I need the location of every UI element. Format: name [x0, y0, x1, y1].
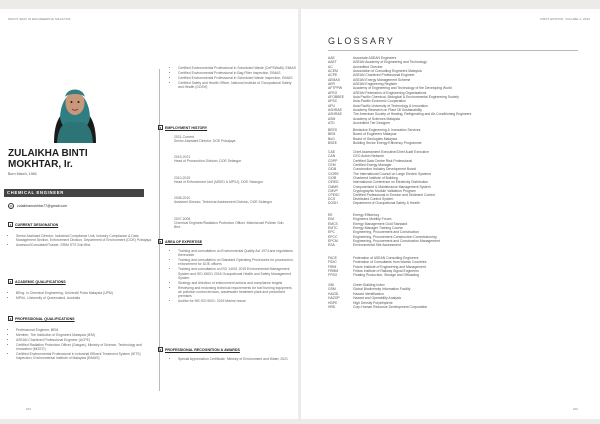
glossary-abbreviation: DOSH — [328, 201, 338, 206]
employment-years: 2007-2008 — [174, 217, 191, 221]
glossary-definition: Floating Production, Storage and Offloading — [353, 273, 419, 278]
glossary-group — [328, 292, 427, 309]
employment-years: 2008-2010 — [174, 196, 191, 200]
glossary-definition: Hazard Identification — [353, 292, 384, 296]
glossary-definition: Certified Data Centre Risk Professional — [353, 158, 412, 163]
section-area-of-expertise — [158, 239, 202, 244]
bullet-list — [10, 291, 158, 301]
section-label: ACADEMIC QUALIFICATIONS — [15, 279, 66, 284]
middle-bullet-list — [172, 66, 296, 90]
glossary-abbreviation: CDPP — [328, 158, 338, 163]
glossary-definition: Engineers Mobility Forum — [353, 217, 392, 222]
bullet-item: • Assessor/Consultant/Trainer, SRIM STS Sdn Bhd — [16, 243, 158, 247]
bullet-list — [10, 328, 158, 361]
bullet-item: • BEng. in Chemical Engineering, Universiti Putra Malaysia (UPM) — [16, 291, 158, 295]
section-professional-qualifications — [8, 316, 75, 321]
glossary-definition: Engineering, Procurement Construction Commissioning — [353, 234, 437, 239]
glossary-entry — [328, 121, 471, 125]
glossary-abbreviation: CEM — [328, 163, 336, 168]
section-number: 1 — [9, 223, 12, 227]
person-name — [8, 148, 88, 170]
employment-years: 2019-2021 — [174, 155, 191, 159]
employment-role: Head of Prosecution Division, DOE Selangor — [174, 159, 242, 164]
section-label: CURRENT DESIGNATION — [15, 222, 59, 227]
glossary-entry — [328, 305, 427, 309]
bullet-item: • Training and consultation on ISO 14001 2015 Environmental Management System and ISO 45001 2018 Occupational Health and Safety Management System — [178, 267, 296, 280]
employment-role: Chemical Engineer/Radiation Protection Officer, Malmicroalt Polimer Sdn. Bhd. — [174, 221, 285, 230]
employment-role: Assistant Director, Technical Assessment Division, DOE Selangor — [174, 200, 273, 205]
glossary-definition: ASEAN Energy Management Scheme — [353, 77, 411, 82]
expertise-list — [172, 249, 296, 304]
glossary-abbreviation: EMCS — [328, 221, 338, 226]
glossary-definition: Asia-Pacific Economic Cooperation — [353, 99, 406, 104]
glossary-entry — [328, 273, 427, 277]
glossary-abbreviation: ASM — [328, 116, 336, 121]
birth-date: Born March, 1984 — [8, 172, 37, 176]
glossary-abbreviation: ESA — [328, 243, 335, 248]
employment-role: Senior Assistant Director, DOE Putrajaya — [174, 139, 236, 144]
glossary-group — [328, 256, 427, 278]
glossary-abbreviation: EIM — [328, 217, 335, 222]
glossary-abbreviation: EPCM — [328, 239, 338, 244]
glossary-definition: Hazard and Operability Analysis — [353, 296, 402, 301]
glossary-definition: Chartered Institute of Building — [353, 176, 398, 181]
glossary-abbreviation: HAZID — [328, 292, 339, 296]
profession-ribbon: CHEMICAL ENGINEER — [4, 189, 144, 197]
bullet-item: • Certified Safety and Health Officer, National Institute of Occupational Safety and Health (DOSH) — [178, 81, 296, 90]
bullet-item: • Training and consultation on Environmental Quality Act 1974 and regulations thereunder — [178, 249, 296, 258]
glossary-definition: Bestsolve Engineering & Innovation Services — [353, 128, 421, 132]
section-professional-recognition — [158, 347, 240, 352]
glossary-definition: Building Sector Energy Efficiency Programme — [353, 141, 422, 146]
glossary-group — [328, 150, 435, 198]
glossary-abbreviation: AC — [328, 64, 333, 69]
glossary-definition: Accredited Tier Designer — [353, 121, 391, 126]
glossary-definition: Environmental Site Assessment — [353, 243, 401, 248]
employment-entry — [174, 155, 290, 163]
glossary-entry — [328, 201, 420, 205]
section-label: PROFESSIONAL QUALIFICATIONS — [15, 316, 75, 321]
glossary-abbreviation: CMVP — [328, 189, 338, 194]
glossary-abbreviation: HRD — [328, 305, 336, 310]
glossary-definition: The American Society of Heating, Refrigerating and Air-Conditioning Engineers — [353, 112, 472, 117]
bullet-item: • Certified Environmental Professional in Scheduled Waste (CePSWaM), EiMAS — [178, 66, 296, 70]
left-page-header: WHO'S WHO IN ENGINEERING MALAYSIA — [8, 17, 71, 21]
employment-role: Head of Enforcement Unit (MSED & MPSJ), DOE Selangor — [174, 180, 263, 185]
glossary-abbreviation: GBI — [328, 283, 334, 287]
section-employment-history — [158, 125, 207, 130]
glossary-definition: Construction Industry Development Board — [353, 167, 416, 172]
bullet-item: • Certified Radiation Protection Officer (Gasgas), Ministry of Science, Technology and Innovation (MOSTI) — [16, 343, 158, 352]
glossary-abbreviation: GSM — [328, 287, 336, 292]
bullet-item: • Certified Environmental Professional in Industrial Effluent Treatment System (IETS) Inspection, Environmental Institute of Malaysia (EiMAS) — [16, 352, 158, 361]
name-line-1: ZULAIKHA BINTI — [8, 148, 88, 159]
glossary-abbreviation: FACE — [328, 256, 337, 260]
name-line-2: MOKHTAR, Ir. — [8, 159, 73, 170]
glossary-definition: ASEAN Federation of Engineering Organisations — [353, 90, 427, 95]
glossary-entry — [328, 243, 440, 247]
section-number: 5 — [159, 240, 162, 244]
glossary-definition: Future Institute of Engineering and Management — [353, 264, 426, 269]
glossary-abbreviation: CPESC — [328, 193, 340, 198]
bullet-item: • Special Appreciation Certificate, Ministry of Environment and Water, 2021 — [178, 357, 296, 361]
glossary-entry — [328, 141, 422, 145]
bullet-item: • Reviewing and endorsing technical requirements for fuel burning equipment, air pollution control devices, wastewater treatment plant and prescribed premises — [178, 286, 296, 299]
section-number: 6 — [159, 348, 162, 352]
glossary-definition: Corp Human Resource Development Corporation — [353, 305, 428, 310]
glossary-abbreviation: AAET — [328, 60, 337, 65]
glossary-abbreviation: AFOBBEE — [328, 95, 345, 100]
glossary-definition: Cryptographic Module Validation Program — [353, 189, 416, 194]
glossary-group — [328, 283, 410, 292]
glossary-group — [328, 56, 471, 126]
glossary-definition: ASEAN Engineering Register — [353, 82, 398, 87]
left-page — [0, 9, 298, 419]
glossary-definition: Board of Engineers Malaysia — [353, 132, 397, 137]
bullet-item: • Senior Assistant Director, Industrial Compliance Unit, Industry Compliance & Data Management Section, Enforcement Division, Department of Environment (DOE) Putrajaya — [16, 234, 158, 243]
glossary-abbreviation: FPSO — [328, 273, 338, 278]
employment-entry — [174, 176, 290, 184]
glossary-abbreviation: BSEE — [328, 141, 338, 146]
glossary-abbreviation: EPCC — [328, 234, 338, 239]
glossary-abbreviation: CIRED — [328, 180, 339, 185]
glossary-definition: Certified Professional in Erosion and Sediment Control — [353, 193, 435, 198]
glossary-definition: Board of Geologists Malaysia — [353, 136, 398, 141]
glossary-abbreviation: CAE — [328, 150, 335, 154]
glossary-rule — [328, 50, 578, 51]
right-page-header: FIRST EDITION, VOLUME 4, 2022 — [540, 17, 590, 21]
glossary-abbreviation: EE — [328, 213, 333, 217]
glossary-abbreviation: BEES — [328, 128, 338, 132]
glossary-definition: Fellow Institute of Railway Signal Engineers — [353, 269, 419, 274]
bullet-item: • Training and consultation on Standard Operating Procedures for prosecution, enforcement for DOE officers — [178, 258, 296, 267]
bullet-list — [10, 234, 158, 248]
bullet-item: • Auditor for MS ISO 9001: 2015 Marine house — [178, 299, 296, 303]
section-number: 3 — [9, 317, 12, 321]
glossary-abbreviation: ASHRAE — [328, 112, 342, 117]
email-icon: @ — [9, 204, 13, 208]
glossary-group — [328, 197, 420, 206]
email-row — [8, 203, 67, 209]
glossary-abbreviation: AFTPPW — [328, 86, 343, 91]
glossary-abbreviation: HDPE — [328, 300, 338, 305]
glossary-abbreviation: CAN — [328, 154, 336, 159]
glossary-definition: Association of Consulting Engineers Malaysia — [353, 69, 422, 74]
glossary-definition: Distributed Control System — [353, 197, 394, 201]
glossary-definition: Accredited Checker — [353, 64, 383, 69]
glossary-definition: Asia Pacific University of Technology & Innovation — [353, 103, 428, 108]
glossary-abbreviation: BoG — [328, 136, 335, 141]
glossary-definition: High Density Polyethylene — [353, 300, 393, 305]
right-page-number: #10 — [572, 407, 578, 411]
section-label: AREA OF EXPERTISE — [165, 239, 203, 244]
glossary-definition: Asia Pacific Chemical, Biological & Environmental Engineering Society — [353, 95, 459, 100]
glossary-definition: Associate ASEAN Engineers — [353, 56, 397, 60]
section-number: 2 — [9, 280, 12, 284]
glossary-abbreviation: APSC — [328, 99, 338, 104]
glossary-definition: Energy Efficiency — [353, 213, 380, 217]
glossary-definition: Engineering, Procurement and Construction Management — [353, 239, 440, 244]
email-address[interactable]: zulaikhamokhtar77@gmail.com — [17, 204, 68, 208]
glossary-definition: Certified Energy Manager — [353, 163, 392, 168]
glossary-definition: Academy Research on Plant Oil Sustainability — [353, 108, 422, 113]
employment-entry — [174, 196, 290, 204]
glossary-group — [328, 213, 440, 248]
glossary-definition: ASEAN Academy of Engineering and Technology — [353, 60, 427, 65]
glossary-abbreviation: HAZOP — [328, 296, 340, 301]
glossary-abbreviation: ACEM — [328, 69, 338, 74]
glossary-abbreviation: EMTC — [328, 226, 338, 231]
glossary-abbreviation: ASHRAE — [328, 108, 342, 113]
glossary-definition: Department of Occupational Safety & Health — [353, 201, 420, 206]
section-number: 4 — [159, 126, 162, 130]
glossary-abbreviation: AFEO — [328, 90, 338, 95]
glossary-definition: Federation of ASEAN Consulting Engineers — [353, 256, 419, 260]
employment-years: 2021-Current — [174, 135, 194, 139]
bullet-item: • Strategy and direction of enforcement actions and compliance targets — [178, 281, 296, 285]
glossary-definition: Computerised & Maintenance Management System — [353, 184, 431, 189]
glossary-abbreviation: AER — [328, 82, 335, 87]
glossary-group — [328, 128, 422, 145]
glossary-definition: Engineering, Procurement and Construction — [353, 230, 419, 235]
glossary-title: GLOSSARY — [328, 36, 395, 46]
glossary-abbreviation: ACPE — [328, 73, 338, 78]
section-label: PROFESSIONAL RECOGNITION & AWARDS — [165, 347, 240, 352]
glossary-definition: The International Council on Large Electric Systems — [353, 171, 432, 176]
glossary-definition: Green Building Index — [353, 283, 385, 287]
glossary-abbreviation: FRMM — [328, 269, 339, 274]
glossary-definition: Federation of Consultants from Islamic Countries — [353, 260, 427, 265]
glossary-abbreviation: CIDB — [328, 167, 337, 172]
glossary-abbreviation: AEMAS — [328, 77, 340, 82]
glossary-definition: International Conference on Electricity Distribution — [353, 180, 429, 185]
glossary-definition: ASEAN Chartered Professional Engineer — [353, 73, 415, 78]
glossary-abbreviation: BEM — [328, 132, 336, 137]
column-divider — [159, 69, 160, 391]
glossary-abbreviation: AAE — [328, 56, 335, 60]
glossary-abbreviation: EPC — [328, 230, 335, 235]
employment-entry — [174, 135, 290, 143]
glossary-abbreviation: DCS — [328, 197, 336, 201]
glossary-definition: Energy Management Gold Standard — [353, 221, 408, 226]
profile-photo — [40, 57, 110, 143]
recognition-list — [172, 357, 296, 362]
glossary-abbreviation: FIRM — [328, 264, 337, 269]
left-page-number: #10 — [26, 407, 32, 411]
glossary-abbreviation: APU — [328, 103, 335, 108]
bullet-item: • MPhil., University of Queensland, Australia — [16, 296, 158, 300]
glossary-abbreviation: FIDIC — [328, 260, 337, 265]
glossary-definition: Academy of Engineering and Technology of the Developing World — [353, 86, 452, 91]
employment-years: 2010-2019 — [174, 176, 191, 180]
section-current-designation — [8, 222, 58, 227]
bullet-item: • Certified Environmental Professional in Bag Filter Inspection, EiMAS — [178, 71, 296, 75]
section-academic-qualifications — [8, 279, 66, 284]
bullet-item: • ASEAN Chartered Professional Engineer (ACPE) — [16, 338, 158, 342]
employment-entry — [174, 217, 290, 230]
glossary-definition: Chief Assessment Executive/Chief Audit Executive — [353, 150, 429, 154]
glossary-definition: Academy of Sciences Malaysia — [353, 116, 400, 121]
glossary-abbreviation: ATD — [328, 121, 335, 126]
glossary-definition: Energy Manager Training Course — [353, 226, 403, 231]
glossary-definition: Global Biodiversity Information Facility — [353, 287, 411, 292]
bullet-item: • Member, The Institution of Engineers Malaysia (IEM) — [16, 333, 158, 337]
bullet-item: • Certified Environmental Professional in Scheduled Waste Inspection, EiMAS — [178, 76, 296, 80]
section-label: EMPLOYMENT HISTORY — [165, 125, 208, 130]
glossary-abbreviation: CIGRE — [328, 171, 339, 176]
glossary-definition: CEO Action Network — [353, 154, 384, 159]
bullet-item: • Professional Engineer, BEM — [16, 328, 158, 332]
glossary-abbreviation: CMMS — [328, 184, 339, 189]
glossary-abbreviation: CIOB — [328, 176, 337, 181]
